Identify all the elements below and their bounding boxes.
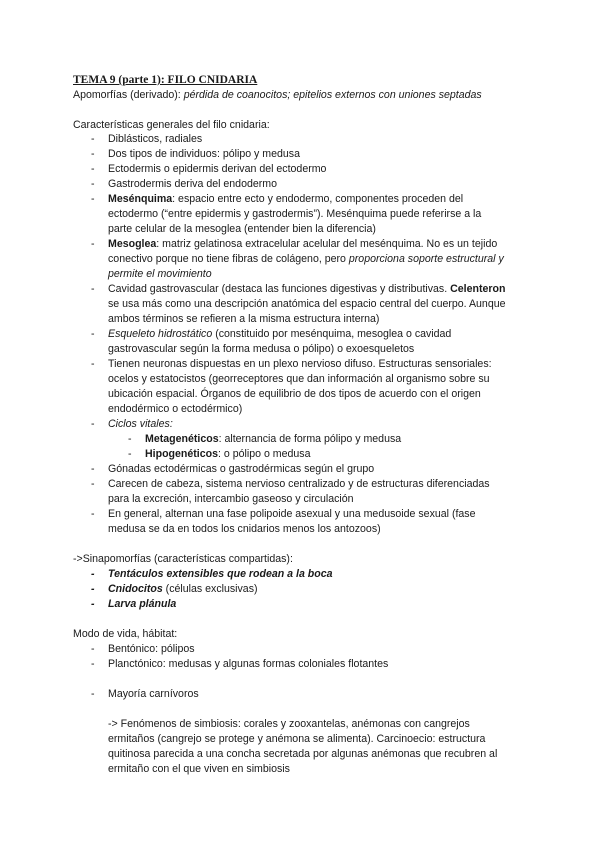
text-line: ectodermo (“entre epidermis y gastrodermis”). Mesénquima puede referirse a la [108,208,482,220]
bullet-dash: - [91,133,95,145]
bullet-dash: - [91,643,95,655]
term-mesenquima: Mesénquima [108,193,173,205]
mesoglea-italic: proporciona soporte estructural y [348,253,504,265]
list-item: Tienen neuronas dispuestas en un plexo nervioso difuso. Estructuras sensoriales: [108,358,492,370]
list-item-cnidocitos [108,582,258,597]
esqueleto-text: (constituido por mesénquima, mesoglea o cavidad [212,328,452,340]
list-item: Gónadas ectodérmicas o gastrodérmicas según el grupo [108,463,375,475]
bullet-dash: - [91,328,95,340]
list-item: En general, alternan una fase polipoide asexual y una medusoide sexual (fase [108,508,476,520]
bullet-dash: - [91,658,95,670]
bullet-dash: - [91,688,95,700]
list-item: Bentónico: pólipos [108,643,195,655]
list-item-cavidad [108,282,505,297]
sublist-item-hipogeneticos [145,447,310,462]
sinapomorfias-heading: ->Sinapomorfías (características compartidas): [73,553,293,565]
apomorfias-text: pérdida de coanocitos; epitelios externos con uniones septadas [183,89,482,101]
term-mesoglea: Mesoglea [108,238,157,250]
term-cnidocitos: Cnidocitos [108,583,163,595]
bullet-dash: - [91,478,95,490]
caracteristicas-heading: Características generales del filo cnidaria: [73,119,270,131]
text-line: se usa más como una descripción anatómica del espacio central del cuerpo. Aunque [108,298,506,310]
list-item: Ectodermis o epidermis derivan del ectodermo [108,163,327,175]
list-item-mesoglea [108,237,497,252]
apomorfias-line [73,88,482,103]
bullet-dash: - [128,448,132,460]
list-item: Planctónico: medusas y algunas formas coloniales flotantes [108,658,389,670]
apomorfias-label: Apomorfías (derivado): [73,89,181,101]
bullet-dash: - [91,163,95,175]
term-metageneticos: Metagenéticos [145,433,219,445]
meta-text: : alternancia de forma pólipo y medusa [218,433,402,445]
hipo-text: : o pólipo o medusa [218,448,311,460]
sublist-item-metageneticos [145,432,401,447]
text-line: parte celular de la mesoglea (entender bien la diferencia) [108,223,376,235]
list-item: Dos tipos de individuos: pólipo y medusa [108,148,300,160]
bullet-dash: - [128,433,132,445]
list-item: Diblásticos, radiales [108,133,203,145]
text-line: gastrovascular según la forma medusa o pólipo) o exoesqueletos [108,343,415,355]
term-hipogeneticos: Hipogenéticos [145,448,218,460]
term-esqueleto: Esqueleto hidrostático [108,328,213,340]
list-item-mesenquima [108,192,463,207]
text-line: permite el movimiento [108,268,212,280]
text-line: ermitaños (cangrejo se protege y anémona se alimenta). Carcinoecio: estructura [108,733,486,745]
list-item-larva: Larva plánula [108,598,177,610]
list-item-ciclos: Ciclos vitales: [108,418,173,430]
list-item-esqueleto [108,327,451,342]
bullet-dash: - [91,358,95,370]
mesenquima-text: : espacio entre ecto y endodermo, componentes proceden del [172,193,464,205]
mesoglea-text: : matriz gelatinosa extracelular acelular del mesénquima. No es un tejido [156,238,498,250]
cavidad-text: Cavidad gastrovascular (destaca las funciones digestivas y distributivas. [108,283,451,295]
text-line: ubicación espacial. Órganos de equilibrio de dos tipos de acuerdo con el origen [108,388,481,400]
text-line: ocelos y estatocistos (georreceptores que dan información al organismo sobre su [108,373,490,385]
bullet-dash: - [91,463,95,475]
text-line: medusa se da en todos los cnidarios menos los antozoos) [108,523,381,535]
list-item-tentaculos: Tentáculos extensibles que rodean a la boca [108,568,333,580]
modo-vida-heading: Modo de vida, hábitat: [73,628,178,640]
bullet-dash: - [91,193,95,205]
document-title: TEMA 9 (parte 1): FILO CNIDARIA [73,74,258,86]
bullet-dash: - [91,568,95,580]
text-line: ermitaño con el que viven en simbiosis [108,763,290,775]
bullet-dash: - [91,418,95,430]
list-item: Carecen de cabeza, sistema nervioso centralizado y de estructuras diferenciadas [108,478,490,490]
text-line: para la excreción, intercambio gaseoso y circulación [108,493,354,505]
bullet-dash: - [91,283,95,295]
bullet-dash: - [91,238,95,250]
bullet-dash: - [91,583,95,595]
simbiosis-line: -> Fenómenos de simbiosis: corales y zooxantelas, anémonas con cangrejos [108,718,470,730]
bullet-dash: - [91,598,95,610]
list-item: Mayoría carnívoros [108,688,199,700]
mesoglea-text: conectivo porque no tiene fibras de colágeno, pero [108,253,349,265]
term-celenteron: Celenteron [450,283,506,295]
text-line [108,252,504,267]
list-item: Gastrodermis deriva del endodermo [108,178,277,190]
text-line: ambos términos se refieren a la misma estructura interna) [108,313,380,325]
bullet-dash: - [91,148,95,160]
text-line: quitinosa parecida a una concha secretada por algunas anémonas que recubren al [108,748,498,760]
cnidocitos-text: (células exclusivas) [162,583,258,595]
bullet-dash: - [91,508,95,520]
text-line: endodérmico o ectodérmico) [108,403,243,415]
bullet-dash: - [91,178,95,190]
